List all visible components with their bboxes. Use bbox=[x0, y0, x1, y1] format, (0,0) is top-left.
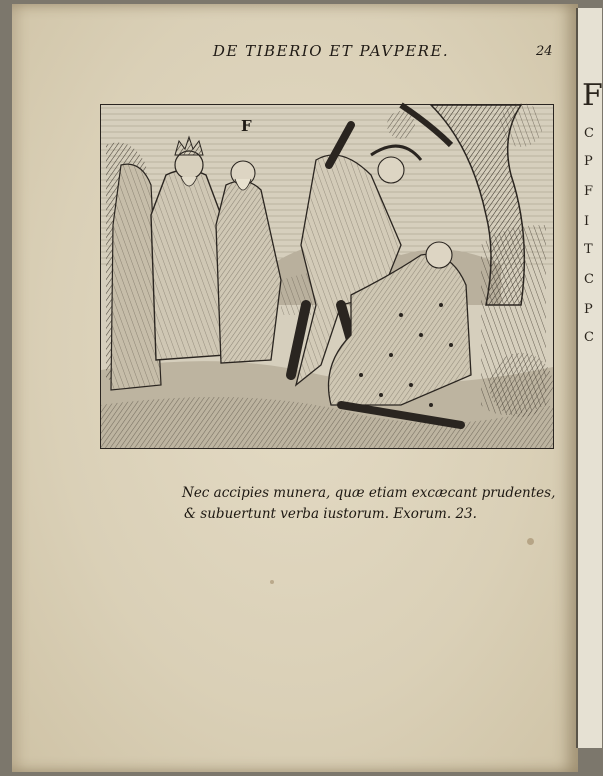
paper-stain bbox=[270, 580, 274, 584]
facing-page-initial: F bbox=[582, 78, 603, 113]
caption-line-2: & subuertunt verba iustorum. Exorum. 23. bbox=[184, 506, 477, 522]
paper-stain bbox=[527, 538, 534, 545]
facing-page-letter: T bbox=[584, 242, 593, 257]
facing-page-letter: P bbox=[584, 154, 593, 169]
facing-page-letter: C bbox=[584, 126, 594, 141]
facing-page-letter: C bbox=[584, 330, 594, 345]
caption-line-1: Nec accipies munera, quæ etiam excæcant prudentes, bbox=[182, 485, 556, 501]
running-title: DE TIBERIO ET PAVPERE. bbox=[212, 42, 450, 60]
facing-page-letter: F bbox=[584, 184, 594, 199]
facing-page-letter: C bbox=[584, 272, 594, 287]
facing-page-letter: I bbox=[584, 214, 590, 229]
plate-letter: F bbox=[241, 117, 252, 135]
page-number: 24 bbox=[536, 44, 553, 59]
facing-page-letter: P bbox=[584, 302, 593, 317]
engraving-illustration bbox=[100, 104, 554, 449]
engraving-artwork bbox=[101, 105, 553, 448]
facing-page-edge bbox=[576, 8, 602, 748]
